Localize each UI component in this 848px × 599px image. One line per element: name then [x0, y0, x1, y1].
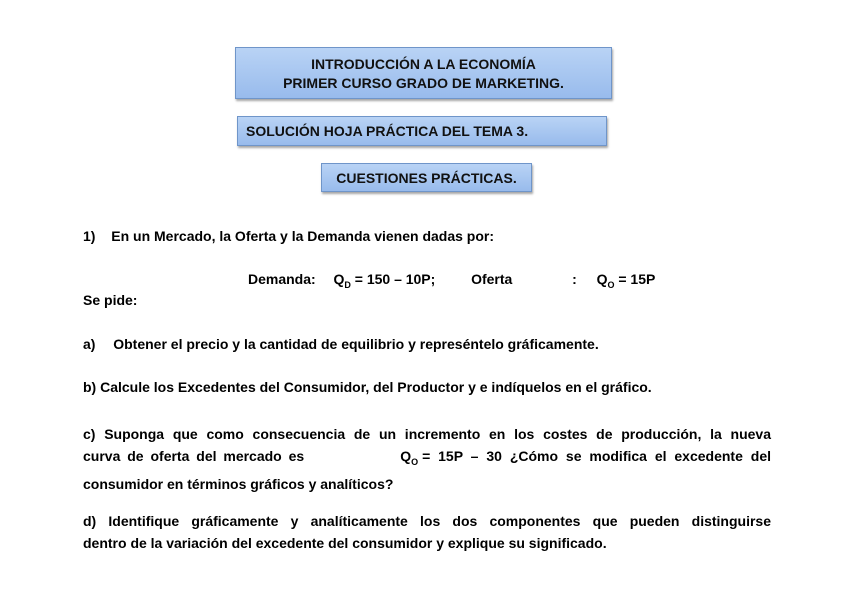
item-a: [83, 336, 599, 352]
item-a-text: Obtener el precio y la cantidad de equilibrio y represéntelo gráficamente.: [113, 336, 599, 352]
supply-equation: = 15P: [618, 271, 656, 287]
item-b: b) Calcule los Excedentes del Consumidor, del Productor y e indíquelos en el gráfico.: [83, 379, 652, 395]
item-c-line-3: consumidor en términos gráficos y analíticos?: [83, 476, 394, 492]
item-c: [83, 423, 771, 495]
supply-label: Oferta: [471, 271, 513, 287]
subtitle-text: SOLUCIÓN HOJA PRÁCTICA DEL TEMA 3.: [246, 123, 529, 139]
supply-q: Q: [596, 271, 608, 287]
demand-equation: = 150 – 10P;: [354, 271, 436, 287]
supply-subscript: O: [607, 280, 615, 290]
section-text: CUESTIONES PRÁCTICAS.: [336, 170, 517, 186]
demand-label: Demanda:: [248, 271, 316, 287]
question-1-text: En un Mercado, la Oferta y la Demanda vienen dadas por:: [111, 228, 495, 244]
supply-colon: :: [572, 271, 577, 287]
title-line-2: PRIMER CURSO GRADO DE MARKETING.: [283, 75, 564, 91]
item-d-line-1: d) Identifique gráficamente y analíticamente los dos componentes que pueden distinguirse: [83, 513, 771, 529]
item-c-equation: $Q_O = 15P - 30$ ¿Cómo se modifica el excedente del: [400, 448, 771, 467]
item-d: [83, 510, 771, 554]
section-box: [321, 163, 532, 192]
demand-q: Q: [333, 271, 345, 287]
item-d-line-2: dentro de la variación del excedente del consumidor y explique su significado.: [83, 535, 607, 551]
item-c-line-1: c) Suponga que como consecuencia de un incremento en los costes de producción, la nueva: [83, 426, 771, 442]
question-1-number: 1): [83, 228, 96, 244]
title-box: [235, 47, 612, 99]
se-pide: Se pide:: [83, 292, 138, 308]
equations-line: [248, 271, 655, 290]
item-a-letter: a): [83, 336, 96, 352]
item-c-line-2: curva de oferta del mercado es $Q_O = 15P - 30$ ¿Cómo se modifica el excedente del: [83, 445, 771, 473]
question-1: [83, 228, 494, 244]
title-line-1: INTRODUCCIÓN A LA ECONOMÍA: [311, 56, 536, 72]
demand-subscript: D: [344, 280, 351, 290]
subtitle-box: [237, 116, 607, 146]
